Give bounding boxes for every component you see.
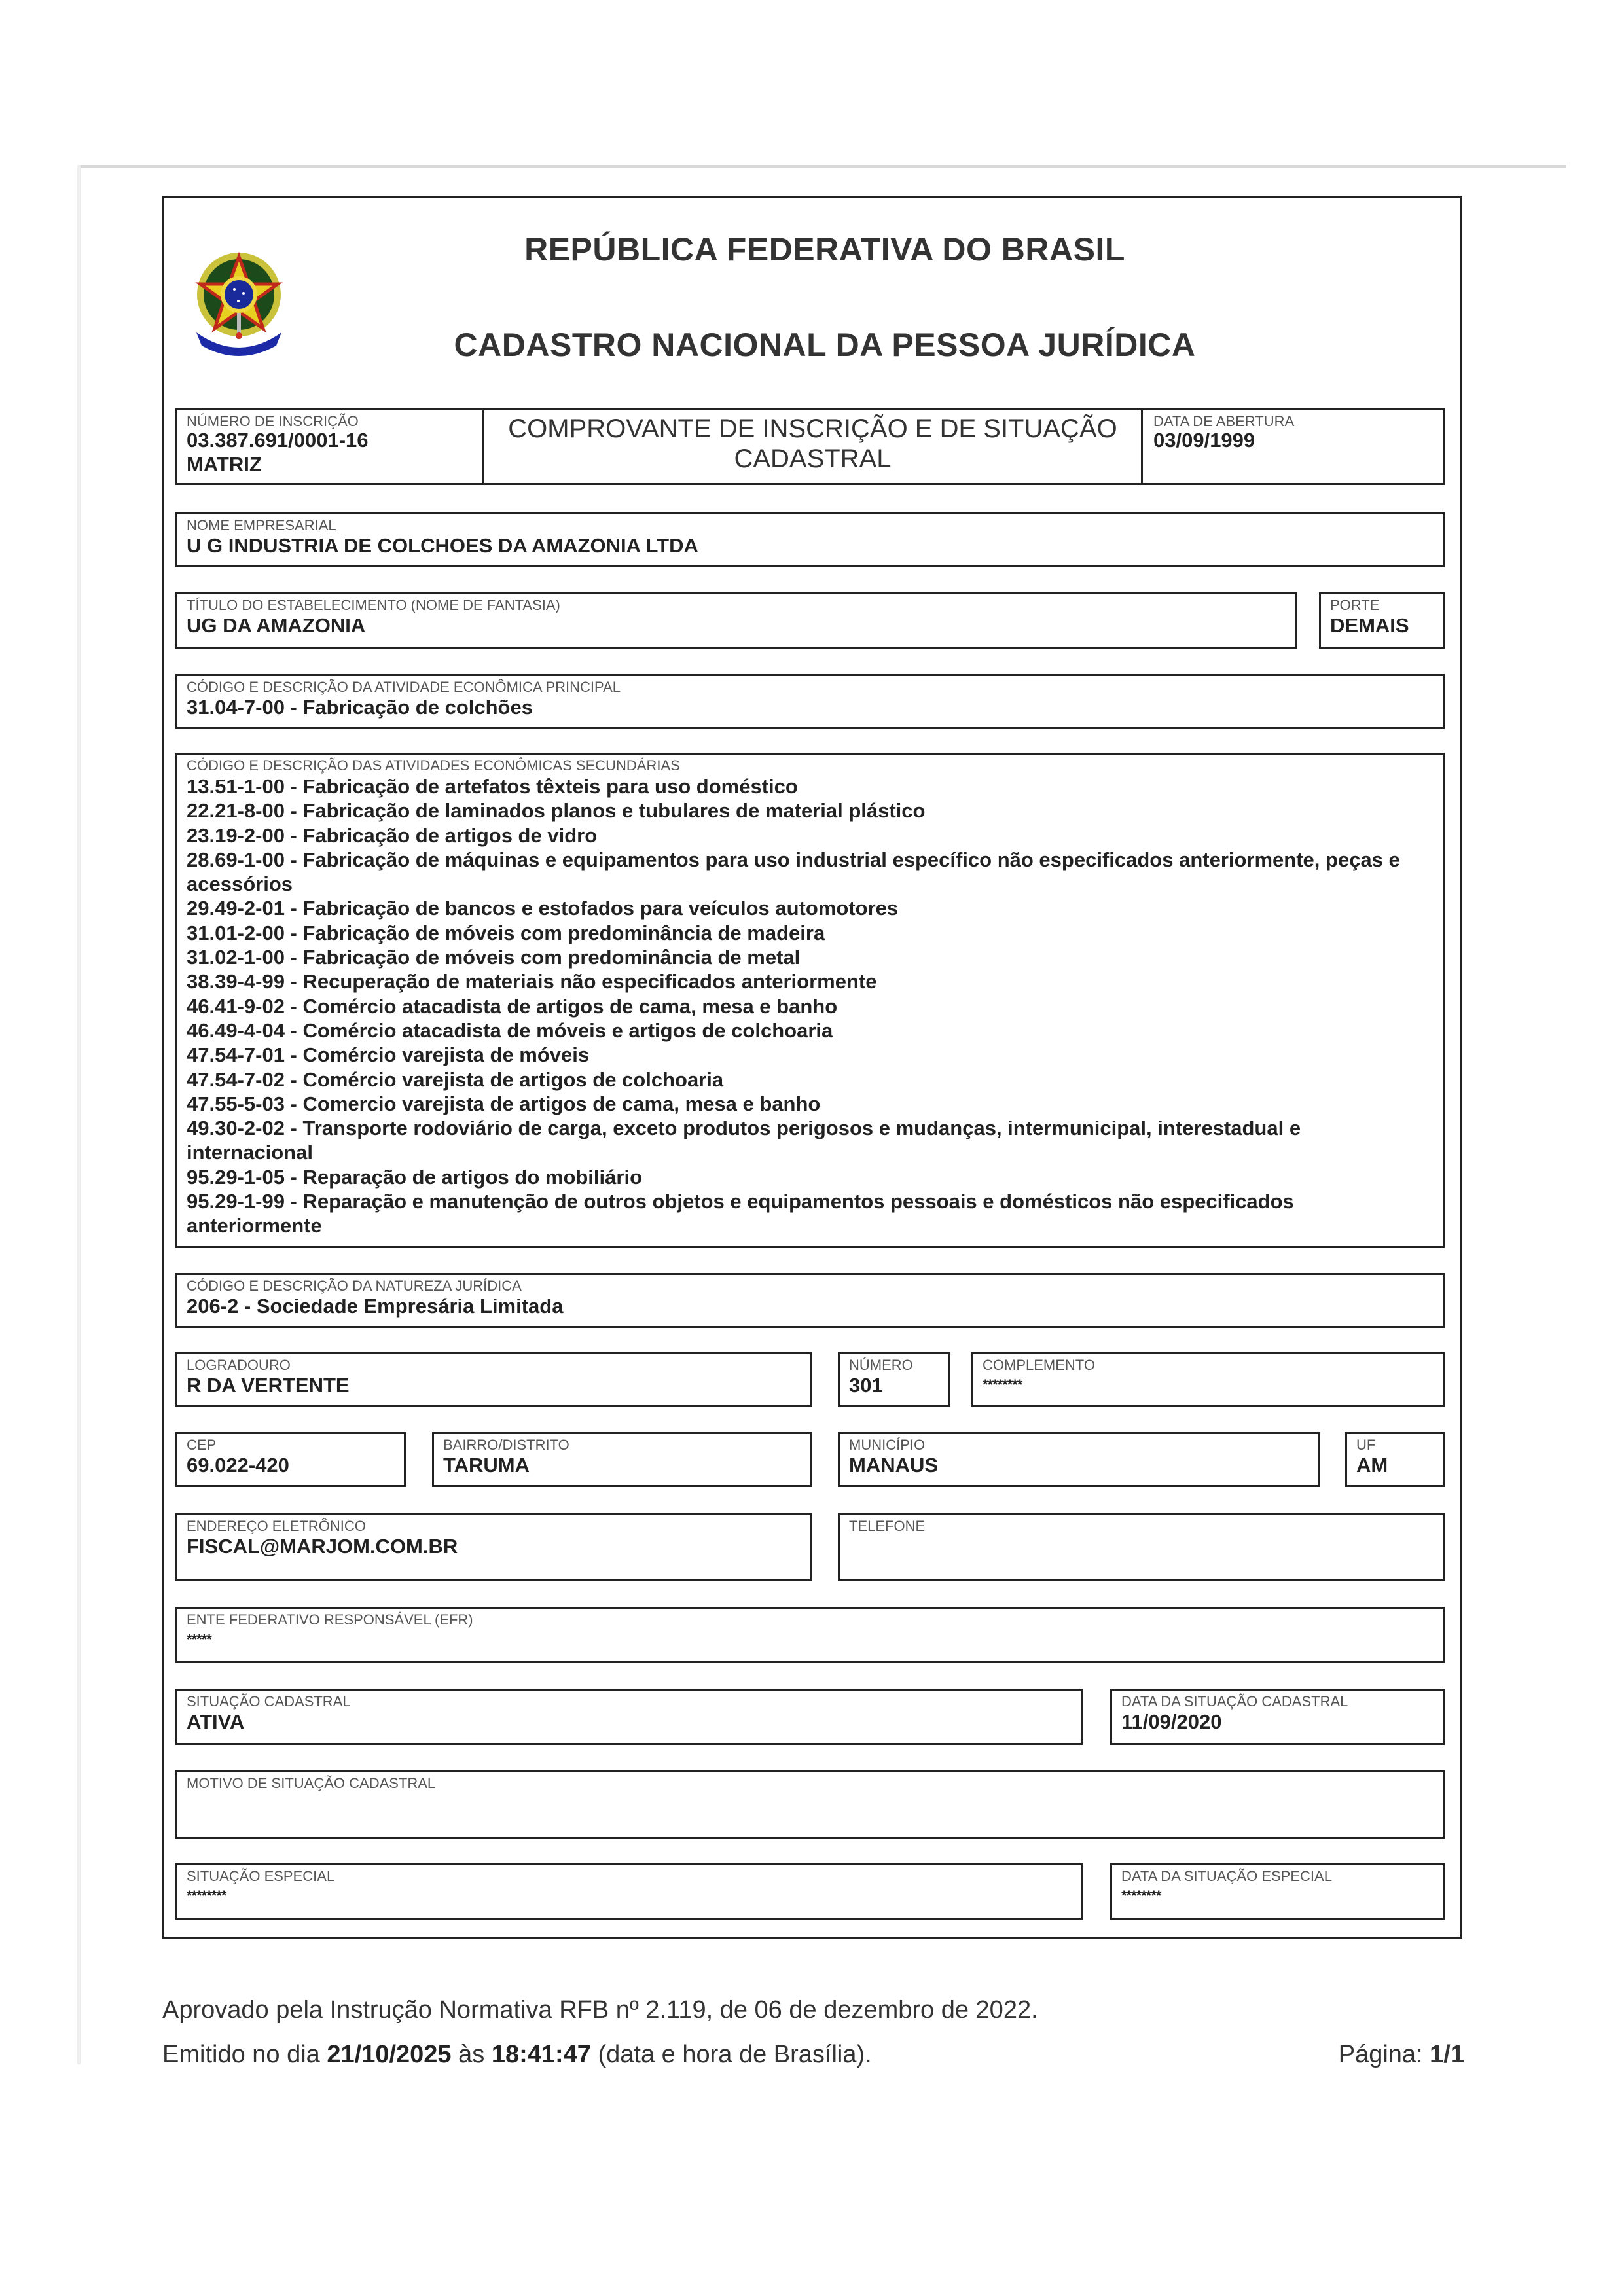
logradouro-value: R DA VERTENTE	[187, 1374, 350, 1397]
emission-note	[162, 2041, 872, 2069]
inscricao-type: MATRIZ	[187, 453, 262, 476]
document-title: COMPROVANTE DE INSCRIÇÃO E DE SITUAÇÃO CADASTRAL	[482, 408, 1143, 485]
atividade-principal-value: 31.04-7-00 - Fabricação de colchões	[187, 696, 533, 719]
data-situacao-value: 11/09/2020	[1121, 1710, 1222, 1733]
atividades-secundarias-label: CÓDIGO E DESCRIÇÃO DAS ATIVIDADES ECONÔMICAS SECUNDÁRIAS	[187, 757, 680, 774]
emission-mid: às	[451, 2041, 492, 2068]
inscricao-label: NÚMERO DE INSCRIÇÃO	[187, 413, 359, 429]
list-item: 29.49-2-01 - Fabricação de bancos e estofados para veículos automotores	[187, 897, 899, 920]
fantasia-box	[175, 592, 1297, 649]
complemento-label: COMPLEMENTO	[983, 1357, 1095, 1373]
page-edge-top	[77, 165, 1566, 168]
data-situacao-label: DATA DA SITUAÇÃO CADASTRAL	[1121, 1693, 1348, 1710]
list-item: 46.41-9-02 - Comércio atacadista de artigos de cama, mesa e banho	[187, 994, 838, 1018]
emission-date: 21/10/2025	[327, 2041, 452, 2068]
uf-label: UF	[1356, 1437, 1376, 1453]
bairro-box	[432, 1432, 812, 1487]
municipio-value: MANAUS	[849, 1454, 939, 1477]
motivo-label: MOTIVO DE SITUAÇÃO CADASTRAL	[187, 1775, 436, 1791]
logradouro-box	[175, 1352, 812, 1407]
list-item: 31.01-2-00 - Fabricação de móveis com predominância de madeira	[187, 921, 825, 944]
list-item: 95.29-1-99 - Reparação e manutenção de outros objetos e equipamentos pessoais e domésticos não especificados anteriormente	[187, 1190, 1294, 1238]
list-item: 22.21-8-00 - Fabricação de laminados planos e tubulares de material plástico	[187, 799, 926, 823]
list-item: 46.49-4-04 - Comércio atacadista de móveis e artigos de colchoaria	[187, 1018, 833, 1042]
data-situacao-box	[1110, 1689, 1445, 1745]
efr-box	[175, 1607, 1445, 1663]
porte-value: DEMAIS	[1330, 614, 1409, 637]
approval-note: Aprovado pela Instrução Normativa RFB nº 2.119, de 06 de dezembro de 2022.	[162, 1996, 1038, 2024]
especial-label: SITUAÇÃO ESPECIAL	[187, 1868, 335, 1884]
atividades-secundarias-list	[187, 774, 1416, 1238]
numero-value: 301	[849, 1374, 883, 1397]
situacao-box	[175, 1689, 1083, 1745]
nome-empresarial-value: U G INDUSTRIA DE COLCHOES DA AMAZONIA LTDA	[187, 534, 698, 557]
fantasia-label: TÍTULO DO ESTABELECIMENTO (NOME DE FANTASIA)	[187, 597, 560, 613]
natureza-juridica-label: CÓDIGO E DESCRIÇÃO DA NATUREZA JURÍDICA	[187, 1278, 522, 1294]
complemento-value: ********	[983, 1376, 1022, 1393]
list-item: 49.30-2-02 - Transporte rodoviário de carga, exceto produtos perigosos e mudanças, intermunicipal, interestadual e internacional	[187, 1117, 1301, 1164]
telefone-box	[838, 1513, 1445, 1581]
numero-box	[838, 1352, 950, 1407]
situacao-label: SITUAÇÃO CADASTRAL	[187, 1693, 351, 1710]
efr-label: ENTE FEDERATIVO RESPONSÁVEL (EFR)	[187, 1611, 473, 1628]
bairro-value: TARUMA	[443, 1454, 530, 1477]
nome-empresarial-label: NOME EMPRESARIAL	[187, 517, 336, 533]
atividades-secundarias-box	[175, 753, 1445, 1248]
nome-empresarial-box	[175, 512, 1445, 567]
natureza-juridica-box	[175, 1273, 1445, 1328]
natureza-juridica-value: 206-2 - Sociedade Empresária Limitada	[187, 1295, 564, 1318]
data-especial-box	[1110, 1863, 1445, 1920]
complemento-box	[971, 1352, 1445, 1407]
emission-time: 18:41:47	[491, 2041, 591, 2068]
cep-value: 69.022-420	[187, 1454, 289, 1477]
atividade-principal-label: CÓDIGO E DESCRIÇÃO DA ATIVIDADE ECONÔMICA PRINCIPAL	[187, 679, 621, 695]
list-item: 31.02-1-00 - Fabricação de móveis com predominância de metal	[187, 946, 801, 969]
country-title: REPÚBLICA FEDERATIVA DO BRASIL	[524, 231, 1125, 268]
list-item: 23.19-2-00 - Fabricação de artigos de vidro	[187, 823, 598, 847]
list-item: 13.51-1-00 - Fabricação de artefatos têxteis para uso doméstico	[187, 775, 798, 798]
especial-box	[175, 1863, 1083, 1920]
email-label: ENDEREÇO ELETRÔNICO	[187, 1518, 366, 1534]
porte-label: PORTE	[1330, 597, 1380, 613]
especial-value: ********	[187, 1888, 226, 1904]
fantasia-value: UG DA AMAZONIA	[187, 614, 366, 637]
situacao-value: ATIVA	[187, 1710, 245, 1733]
list-item: 47.55-5-03 - Comercio varejista de artigos de cama, mesa e banho	[187, 1092, 821, 1115]
atividade-principal-box	[175, 674, 1445, 729]
data-especial-value: ********	[1121, 1888, 1161, 1904]
abertura-label: DATA DE ABERTURA	[1153, 413, 1295, 429]
cep-box	[175, 1432, 406, 1487]
registry-title: CADASTRO NACIONAL DA PESSOA JURÍDICA	[454, 327, 1196, 363]
page-edge-left	[77, 165, 81, 2064]
uf-box	[1345, 1432, 1445, 1487]
abertura-value: 03/09/1999	[1153, 429, 1255, 452]
emission-prefix: Emitido no dia	[162, 2041, 327, 2068]
emission-suffix: (data e hora de Brasília).	[590, 2041, 872, 2068]
email-box	[175, 1513, 812, 1581]
efr-value: *****	[187, 1631, 211, 1647]
cep-label: CEP	[187, 1437, 217, 1453]
motivo-box	[175, 1770, 1445, 1839]
list-item: 95.29-1-05 - Reparação de artigos do mobiliário	[187, 1165, 643, 1189]
municipio-box	[838, 1432, 1320, 1487]
brazil-coat-of-arms-icon	[190, 247, 288, 356]
list-item: 47.54-7-02 - Comércio varejista de artigos de colchoaria	[187, 1067, 724, 1091]
inscricao-value: 03.387.691/0001-16	[187, 429, 369, 452]
data-especial-label: DATA DA SITUAÇÃO ESPECIAL	[1121, 1868, 1332, 1884]
telefone-label: TELEFONE	[849, 1518, 926, 1534]
porte-box	[1319, 592, 1445, 649]
numero-label: NÚMERO	[849, 1357, 913, 1373]
uf-value: AM	[1356, 1454, 1388, 1477]
email-value: FISCAL@MARJOM.COM.BR	[187, 1535, 458, 1558]
logradouro-label: LOGRADOURO	[187, 1357, 291, 1373]
list-item: 47.54-7-01 - Comércio varejista de móveis	[187, 1043, 590, 1067]
page-value: 1/1	[1430, 2041, 1464, 2068]
municipio-label: MUNICÍPIO	[849, 1437, 926, 1453]
page-label: Página:	[1338, 2041, 1430, 2068]
page-number	[1339, 2041, 1464, 2069]
bairro-label: BAIRRO/DISTRITO	[443, 1437, 569, 1453]
list-item: 28.69-1-00 - Fabricação de máquinas e equipamentos para uso industrial específico não especificados anteriormente, peças e acessórios	[187, 848, 1400, 896]
list-item: 38.39-4-99 - Recuperação de materiais não especificados anteriormente	[187, 970, 877, 994]
